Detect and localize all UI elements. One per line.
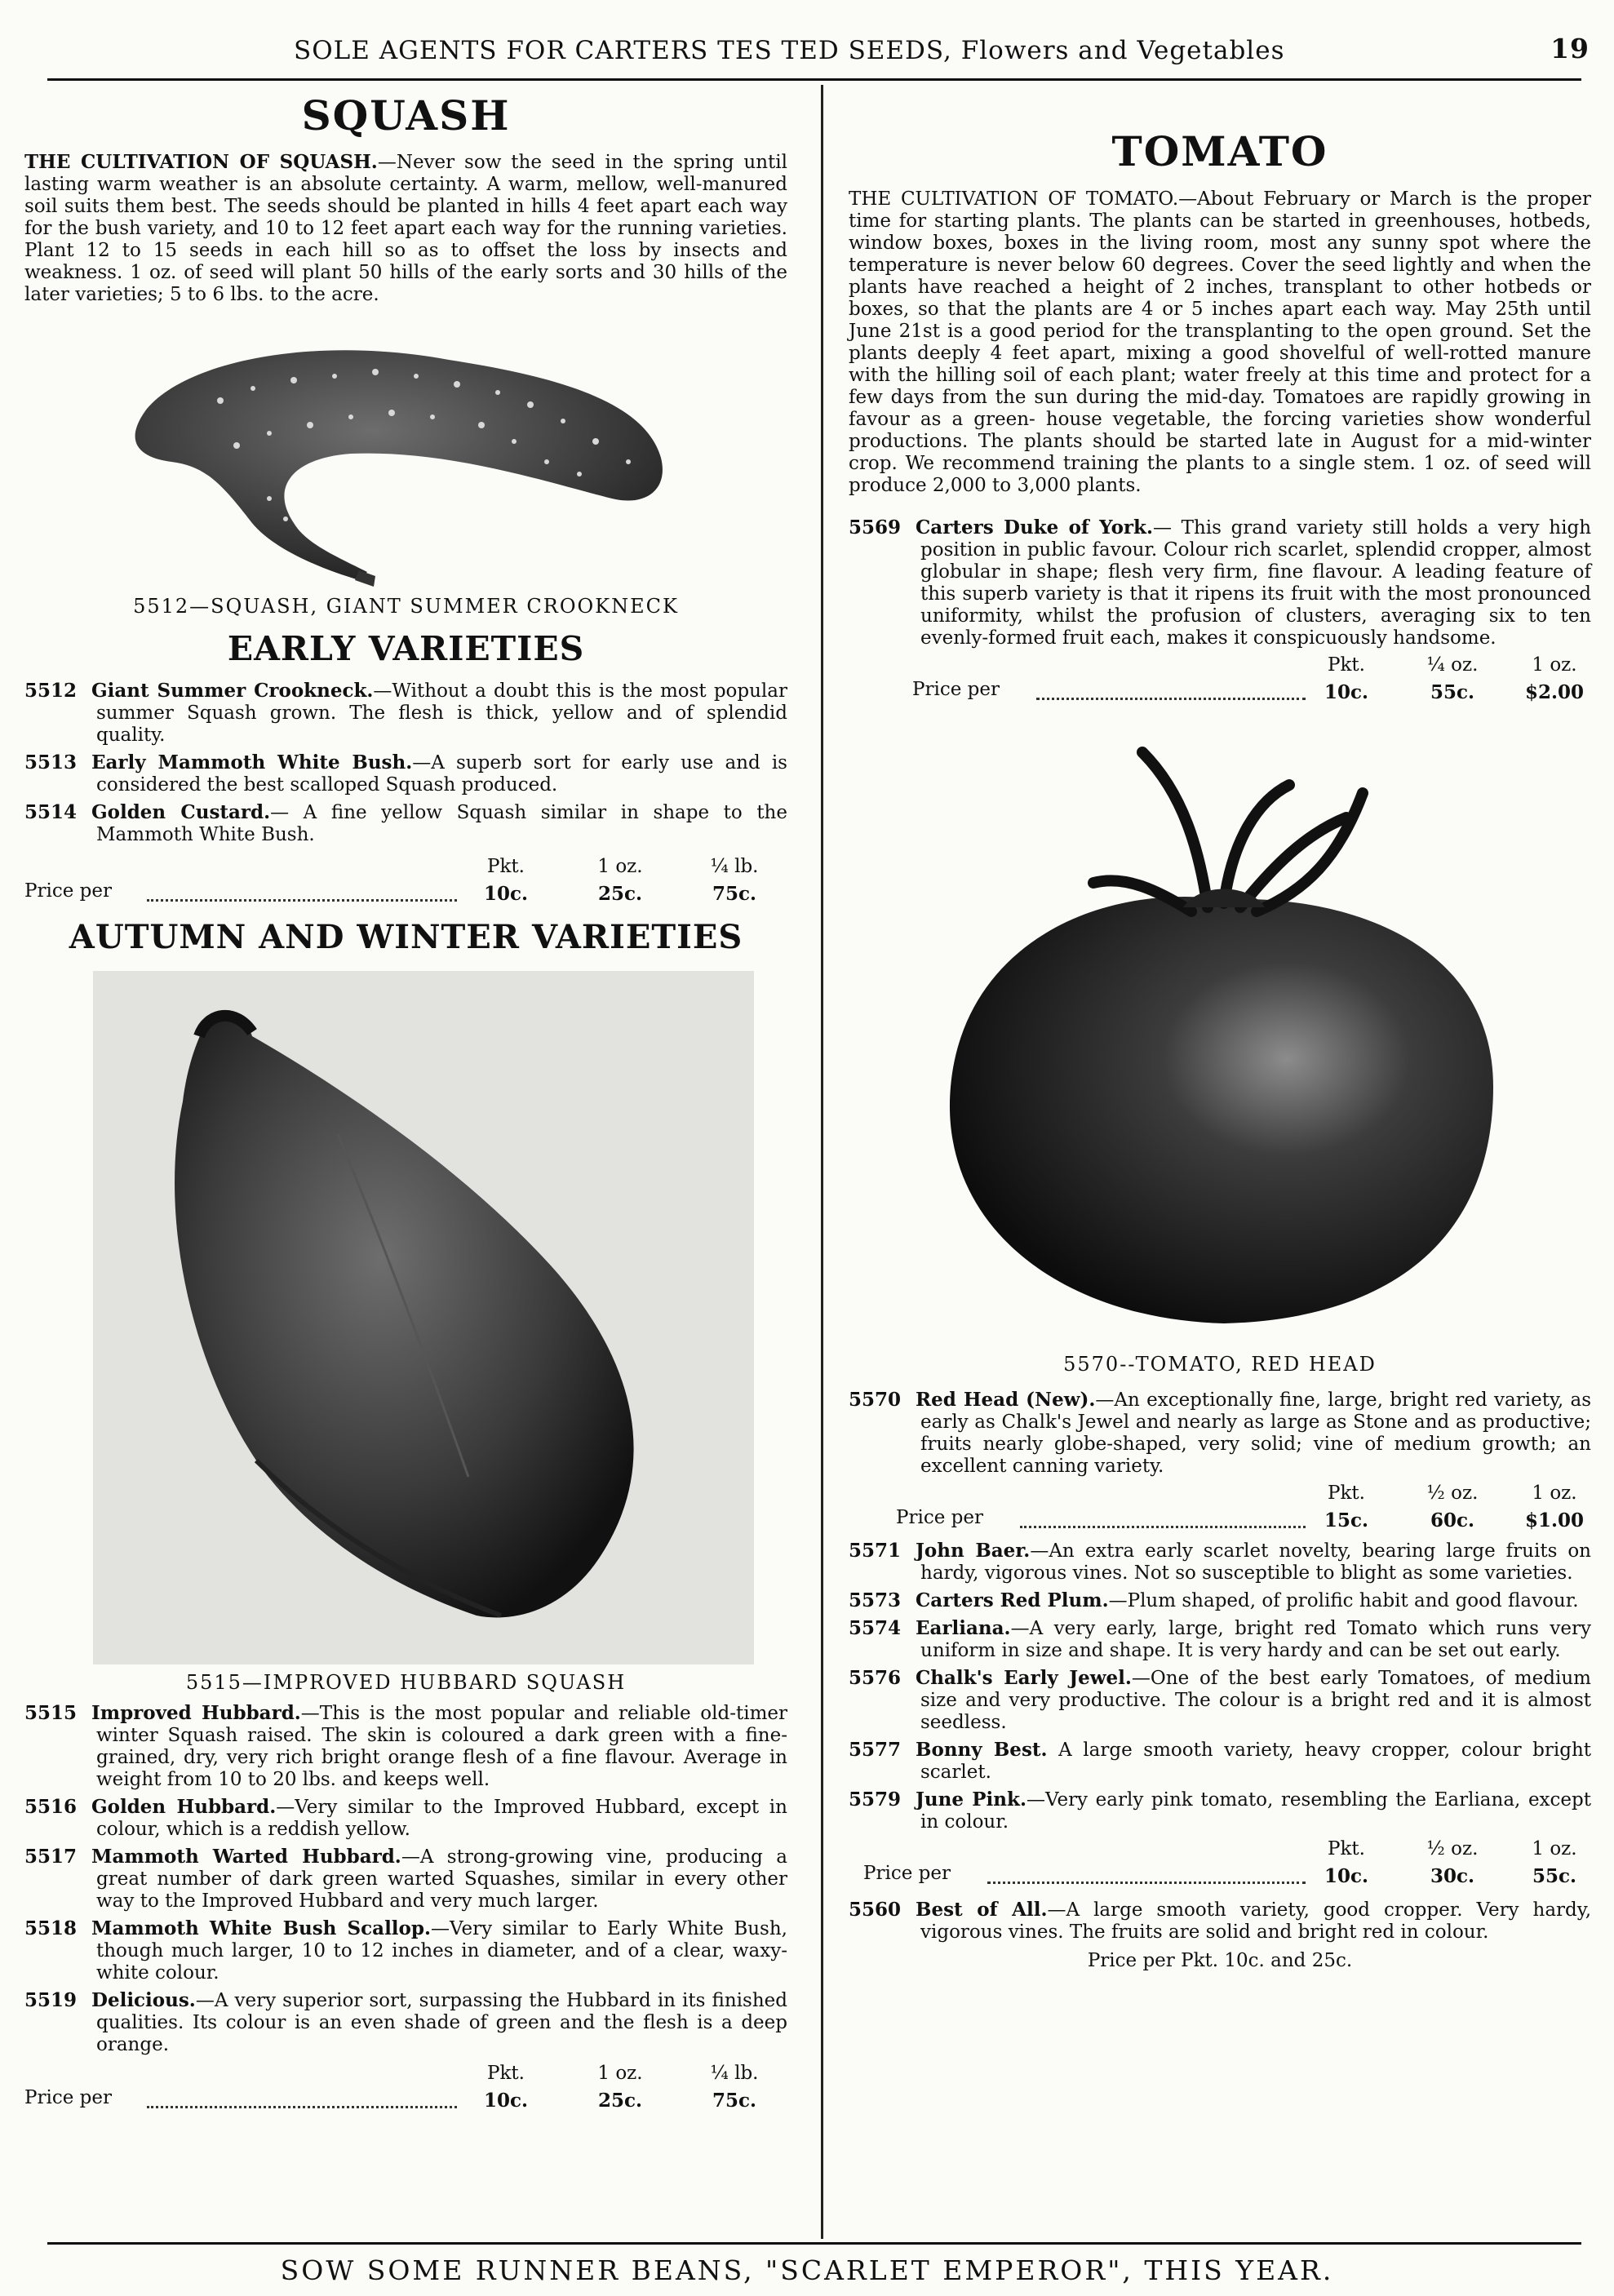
best-of-all-price: Price per Pkt. 10c. and 25c. (1087, 1950, 1353, 1971)
item-name: Delicious. (91, 1989, 196, 2011)
price-label: Price per (863, 1863, 951, 1884)
item-number: 5513 (24, 751, 78, 773)
item-description: —An extra early scarlet novelty, bearing large fruits on hardy, vigorous vines. Not so susceptible to blight as some varieties. (920, 1540, 1591, 1584)
item-name: Best of All. (916, 1899, 1048, 1921)
redhead-price-row (849, 1483, 1591, 1531)
item-name: Earliana. (916, 1617, 1011, 1639)
list-item (24, 1702, 787, 1791)
list-item (24, 801, 787, 846)
column-divider (821, 85, 823, 2239)
item-name: Carters Red Plum. (916, 1589, 1109, 1611)
list-item (849, 1667, 1591, 1734)
page-header (0, 28, 1614, 80)
item-name: Giant Summer Crookneck. (91, 680, 374, 702)
hubbard-caption: 5515—IMPROVED HUBBARD SQUASH (185, 1671, 627, 1694)
price-value: 25c. (597, 2090, 643, 2112)
list-item (849, 1899, 1591, 1944)
item-number: 5571 (849, 1540, 902, 1562)
price-unit: ¼ oz. (1426, 654, 1479, 676)
price-cell (1518, 654, 1591, 703)
item-description: —This is the most popular and reliable old-timer winter Squash raised. The skin is coloured a dark green with a fine-grained, dry, very rich bright orange flesh of a fine flavour. Average in weight from 10 to 20 lbs. and keeps well. (96, 1703, 788, 1790)
tomato-varieties-price-row (849, 1838, 1591, 1887)
price-unit: ¼ lb. (710, 856, 759, 877)
item-name: June Pink. (916, 1788, 1026, 1811)
price-value: 25c. (597, 883, 643, 905)
price-cell (1314, 654, 1379, 703)
price-label: Price per (24, 880, 112, 902)
autumn-price-row (24, 2063, 787, 2112)
item-number: 5515 (24, 1702, 78, 1724)
tomato-cultivation-lead: THE CULTIVATION OF TOMATO. (849, 188, 1179, 210)
price-value: 60c. (1430, 1509, 1475, 1531)
item-description: —A very early, large, bright red Tomato which runs very uniform in size and shape. It is very hardy and can be set out early. (920, 1618, 1591, 1661)
tomato-heading: TOMATO (1111, 127, 1328, 175)
item-name: John Baer. (916, 1540, 1031, 1562)
item-number: 5512 (24, 680, 78, 702)
squash-cultivation-lead: THE CULTIVATION OF SQUASH. (24, 151, 378, 173)
price-cell (588, 2063, 653, 2112)
item-number: 5519 (24, 1989, 78, 2011)
item-description: —An exceptionally fine, large, bright red variety, as early as Chalk's Jewel and nearly as large as Stone and as productive; fruits nearly globe-shaped, very solid; vine of medium growth; an excellent canning variety. (920, 1390, 1591, 1477)
tomato-varieties-list (849, 1540, 1591, 1833)
item-description: —A very superior sort, surpassing the Hubbard in its finished qualities. Its colour is an even shade of green and the flesh is a deep orange. (96, 1990, 787, 2055)
price-cell (1518, 1483, 1591, 1531)
york-price-row (849, 654, 1591, 703)
item-name: Carters Duke of York. (916, 516, 1153, 539)
squash-cultivation (24, 151, 787, 306)
crookneck-squash-illustration (24, 311, 787, 588)
list-item (24, 1917, 787, 1984)
price-unit: 1 oz. (1532, 654, 1577, 676)
list-item (24, 680, 787, 747)
item-number: 5514 (24, 801, 78, 823)
item-description: —Very early pink tomato, resembling the Earliana, except in colour. (920, 1789, 1591, 1833)
item-description: —A strong-growing vine, producing a great number of dark green warted Squashes, similar in every other way to the Improved Hubbard and very much larger. (96, 1846, 787, 1912)
price-unit: 1 oz. (1532, 1838, 1577, 1859)
list-item (849, 1540, 1591, 1585)
squash-heading: SQUASH (301, 91, 511, 140)
tomato-column (849, 85, 1591, 1971)
price-cell (1518, 1838, 1591, 1887)
tomato-image (849, 720, 1591, 1348)
item-number: 5577 (849, 1739, 902, 1761)
crookneck-caption: 5512—SQUASH, GIANT SUMMER CROOKNECK (133, 595, 679, 618)
list-item (24, 1989, 787, 2056)
item-description: —Plum shaped, of prolific habit and good flavour. (1108, 1590, 1579, 1611)
footer-rule (47, 2242, 1581, 2245)
price-cell (473, 2063, 539, 2112)
price-value: 10c. (1324, 1865, 1369, 1887)
price-unit: ½ oz. (1426, 1483, 1479, 1504)
price-value: 10c. (483, 883, 529, 905)
item-description: A large smooth variety, heavy cropper, colour bright scarlet. (920, 1740, 1592, 1783)
price-value: $2.00 (1524, 681, 1585, 703)
item-name: Golden Hubbard. (91, 1796, 277, 1818)
price-value: 10c. (1324, 681, 1369, 703)
price-leader-dots (147, 899, 457, 902)
list-item (849, 516, 1591, 649)
item-description: —Very similar to Early White Bush, though much larger, 10 to 12 inches in diameter, and of a clear, waxy-white colour. (96, 1918, 787, 1984)
item-name: Golden Custard. (91, 801, 271, 823)
price-unit: Pkt. (1328, 654, 1365, 676)
price-value: 15c. (1324, 1509, 1369, 1531)
price-unit: Pkt. (1328, 1483, 1365, 1504)
list-item (24, 1846, 787, 1913)
item-description: —One of the best early Tomatoes, of medium size and very productive. The colour is a bright red and it is almost seedless. (920, 1668, 1591, 1733)
price-unit: 1 oz. (597, 856, 643, 877)
red-head-tomato-illustration (849, 720, 1591, 1348)
price-label: Price per (24, 2087, 112, 2108)
tomato-cultivation (849, 188, 1591, 497)
price-cell (1420, 1838, 1485, 1887)
price-cell (1420, 654, 1485, 703)
list-item (849, 1617, 1591, 1662)
price-unit: 1 oz. (1532, 1483, 1577, 1504)
page-footer: SOW SOME RUNNER BEANS, "SCARLET EMPEROR", THIS YEAR. (280, 2254, 1334, 2286)
price-cell (702, 856, 767, 905)
price-label: Price per (912, 679, 1000, 700)
price-value: 10c. (483, 2090, 529, 2112)
price-cell (702, 2063, 767, 2112)
item-name: Red Head (New). (916, 1389, 1096, 1411)
early-varieties-heading: EARLY VARIETIES (227, 629, 585, 668)
crookneck-image (24, 311, 787, 588)
price-value: 30c. (1430, 1865, 1475, 1887)
item-name: Improved Hubbard. (91, 1702, 301, 1724)
item-description: —A superb sort for early use and is considered the best scalloped Squash produced. (96, 752, 787, 796)
early-varieties-list (24, 680, 787, 846)
item-name: Mammoth Warted Hubbard. (91, 1846, 401, 1868)
hubbard-image (93, 971, 754, 1664)
item-number: 5576 (849, 1667, 902, 1689)
item-number: 5516 (24, 1796, 78, 1818)
price-leader-dots (1036, 698, 1306, 700)
price-cell (473, 856, 539, 905)
price-leader-dots (987, 1882, 1306, 1884)
price-leader-dots (147, 2106, 457, 2108)
price-value: 55c. (1430, 681, 1475, 703)
price-label: Price per (896, 1507, 983, 1528)
price-value: 55c. (1532, 1865, 1577, 1887)
squash-column (24, 85, 787, 2112)
item-description: — A fine yellow Squash similar in shape to the Mammoth White Bush. (96, 802, 787, 845)
list-item (849, 1739, 1591, 1784)
item-name: Bonny Best. (916, 1739, 1048, 1761)
item-number: 5579 (849, 1788, 902, 1811)
price-value: 75c. (712, 2090, 757, 2112)
item-number: 5574 (849, 1617, 902, 1639)
item-name: Mammoth White Bush Scallop. (91, 1917, 431, 1939)
tomato-cultivation-text: —About February or March is the proper time for starting plants. The plants can be started in greenhouses, hotbeds, window boxes, boxes in the living room, most any sunny spot where the temperature is never below 60 degrees. Cover the seed lightly and when the plants have reached a height of 2 inches, transplant to other hotbeds or boxes, so that the plants are 4 or 5 inches apart each way. May 25th until June 21st is a good period for the transplanting to the open ground. Set the plants deeply 4 feet apart, mixing a good shovelful of well-rotted manure with the hilling soil of each plant; water freely at this time and protect for a few days from the sun during the mid-day. Tomatoes are rapidly growing in favour as a green- house vegetable, the forcing varieties show wonderful productions. The plants should be started late in August for a mid-winter crop. We recommend training the plants to a single stem. 1 oz. of seed will produce 2,000 to 3,000 plants. (849, 188, 1591, 496)
early-price-row (24, 856, 787, 905)
price-unit: ½ oz. (1426, 1838, 1479, 1859)
price-unit: Pkt. (1328, 1838, 1365, 1859)
page-number: 19 (1550, 33, 1590, 64)
item-number: 5560 (849, 1899, 902, 1921)
item-description: —Very similar to the Improved Hubbard, except in colour, which is a reddish yellow. (96, 1797, 787, 1840)
price-value: $1.00 (1524, 1509, 1585, 1531)
price-unit: Pkt. (487, 856, 525, 877)
autumn-varieties-list (24, 1702, 787, 2056)
price-leader-dots (1020, 1526, 1306, 1528)
item-number: 5570 (849, 1389, 902, 1411)
list-item (849, 1389, 1591, 1478)
price-cell (1420, 1483, 1485, 1531)
item-number: 5569 (849, 516, 902, 539)
list-item (849, 1788, 1591, 1833)
price-cell (1314, 1838, 1379, 1887)
header-rule (47, 78, 1581, 81)
price-unit: Pkt. (487, 2063, 525, 2084)
item-name: Early Mammoth White Bush. (91, 751, 413, 773)
item-number: 5573 (849, 1589, 902, 1611)
list-item (24, 1796, 787, 1841)
list-item (849, 1589, 1591, 1612)
item-number: 5517 (24, 1846, 78, 1868)
squash-cultivation-text: —Never sow the seed in the spring until lasting warm weather is an absolute certainty. A warm, mellow, well-manured soil suits them best. The seeds should be planted in hills 4 feet apart each way for the bush variety, and 10 to 12 feet apart each way for the running varieties. Plant 12 to 15 seeds in each hill so as to offset the loss by insects and weakness. 1 oz. of seed will plant 50 hills of the early sorts and 30 hills of the later varieties; 5 to 6 lbs. to the acre. (24, 152, 787, 305)
price-unit: 1 oz. (597, 2063, 643, 2084)
running-header-title: SOLE AGENTS FOR CARTERS TES TED SEEDS, Flowers and Vegetables (294, 36, 1285, 65)
red-head-caption: 5570--TOMATO, RED HEAD (1063, 1353, 1377, 1376)
price-value: 75c. (712, 883, 757, 905)
item-description: —Without a doubt this is the most popular summer Squash grown. The flesh is thick, yellow and of splendid quality. (96, 680, 787, 746)
list-item (24, 751, 787, 796)
item-name: Chalk's Early Jewel. (916, 1667, 1132, 1689)
price-cell (1314, 1483, 1379, 1531)
price-unit: ¼ lb. (710, 2063, 759, 2084)
item-description: — This grand variety still holds a very high position in public favour. Colour rich scarlet, splendid cropper, almost globular in shape; flesh very firm, fine flavour. A leading feature of this superb variety is that it ripens its fruit with the most pronounced uniformity, whilst the profusion of clusters, averaging six to ten evenly-formed fruit each, makes it conspicuously handsome. (920, 517, 1592, 649)
hubbard-squash-illustration (93, 971, 754, 1664)
price-cell (588, 856, 653, 905)
autumn-winter-heading: AUTUMN AND WINTER VARIETIES (69, 918, 743, 956)
item-number: 5518 (24, 1917, 78, 1939)
item-description: —A large smooth variety, good cropper. Very hardy, vigorous vines. The fruits are solid and bright red in colour. (920, 1899, 1591, 1943)
